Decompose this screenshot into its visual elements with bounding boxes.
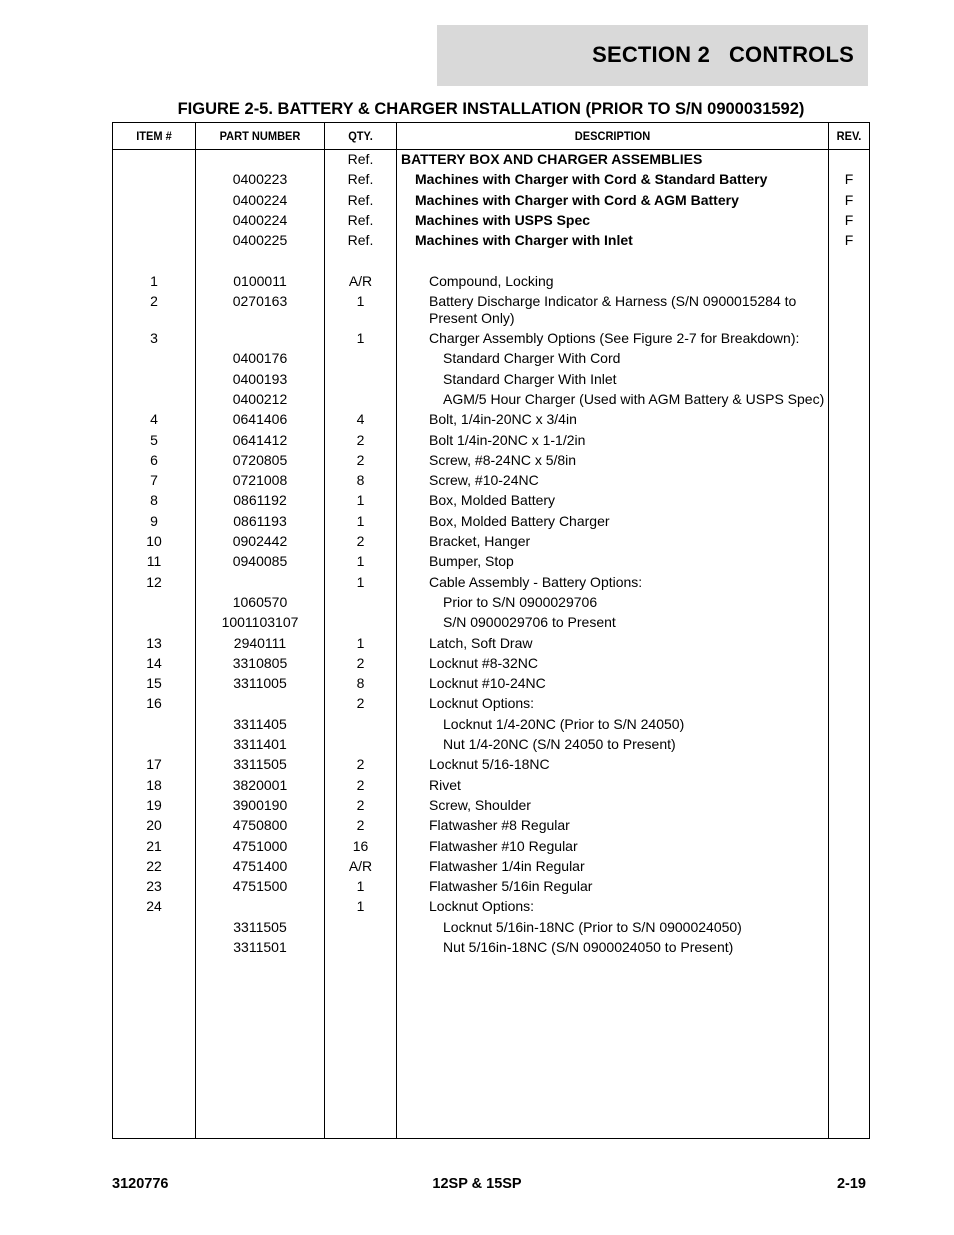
description-cell: Nut 5/16in-18NC (S/N 0900024050 to Present) <box>443 938 734 955</box>
section-header-box <box>437 25 868 86</box>
table-row <box>113 409 869 429</box>
item-cell: 6 <box>150 451 158 468</box>
part-number-cell: 4750800 <box>232 817 288 834</box>
item-cell: 9 <box>150 512 158 529</box>
table-row <box>113 612 869 632</box>
header-part-number: PART NUMBER <box>219 129 301 143</box>
footer-page-number: 2-19 <box>836 1176 866 1192</box>
description-cell: Locknut #8-32NC <box>429 654 538 671</box>
qty-cell: A/R <box>348 857 373 874</box>
qty-cell: 1 <box>356 634 365 651</box>
rev-cell: F <box>844 232 854 249</box>
description-cell: Box, Molded Battery Charger <box>429 512 610 529</box>
item-cell: 21 <box>146 837 162 854</box>
qty-cell: Ref. <box>347 151 374 167</box>
description-cell: Flatwasher 5/16in Regular <box>429 878 593 895</box>
qty-cell: 8 <box>356 675 365 692</box>
part-number-cell: 3820001 <box>232 776 288 793</box>
table-row <box>113 210 869 230</box>
description-cell: Bumper, Stop <box>429 553 514 570</box>
item-cell: 8 <box>150 492 158 509</box>
table-row <box>113 169 869 189</box>
description-cell: Screw, #8-24NC x 5/8in <box>429 451 577 468</box>
table-row <box>113 937 869 957</box>
description-cell: Rivet <box>429 776 461 793</box>
header-item: ITEM # <box>136 129 172 143</box>
header-description: DESCRIPTION <box>574 129 651 143</box>
item-cell: 5 <box>150 431 158 448</box>
description-cell: Flatwasher #8 Regular <box>429 817 570 834</box>
part-number-cell: 3311505 <box>233 756 287 773</box>
description-cell: Cable Assembly - Battery Options: <box>429 573 643 590</box>
description-cell: Locknut Options: <box>429 695 535 712</box>
table-row <box>113 328 869 348</box>
part-number-cell: 3900190 <box>232 796 288 813</box>
footer-model: 12SP & 15SP <box>432 1176 522 1192</box>
description-cell: Battery Discharge Indicator & Harness (S/N 0900015284 to Present Only) <box>429 293 797 327</box>
item-cell: 10 <box>146 533 162 550</box>
part-number-cell: 4751500 <box>232 878 288 895</box>
part-number-cell: 3311401 <box>233 736 287 753</box>
parts-table <box>112 122 870 1139</box>
qty-cell: 2 <box>356 654 365 671</box>
table-row <box>113 876 869 896</box>
item-cell: 24 <box>146 898 162 915</box>
qty-cell: 1 <box>356 898 365 915</box>
qty-cell: A/R <box>348 272 373 289</box>
part-number-cell: 0400193 <box>232 370 288 387</box>
description-cell: Screw, Shoulder <box>429 796 531 813</box>
qty-cell: 2 <box>356 776 365 793</box>
item-cell: 16 <box>146 695 162 712</box>
item-cell: 11 <box>146 553 162 570</box>
qty-cell: Ref. <box>347 191 374 208</box>
description-cell: Charger Assembly Options (See Figure 2-7 for Breakdown): <box>429 330 800 347</box>
table-row <box>113 271 869 291</box>
table-row <box>113 291 869 328</box>
part-number-cell: 1060570 <box>232 593 288 610</box>
part-number-cell: 3311501 <box>233 938 287 955</box>
description-cell: Locknut 1/4-20NC (Prior to S/N 24050) <box>443 715 685 732</box>
qty-cell: 1 <box>356 492 365 509</box>
part-number-cell: 0400176 <box>232 350 288 367</box>
table-row <box>113 592 869 612</box>
part-number-cell: 0400224 <box>232 191 288 208</box>
description-cell: Bolt 1/4in-20NC x 1-1/2in <box>429 431 586 448</box>
item-cell: 15 <box>146 675 162 692</box>
table-body <box>113 149 869 957</box>
part-number-cell: 0720805 <box>232 451 288 468</box>
qty-cell: 1 <box>356 573 365 590</box>
part-number-cell: 0100011 <box>233 272 287 289</box>
item-cell: 13 <box>146 634 162 651</box>
item-cell: 4 <box>150 411 158 428</box>
part-number-cell: 0641412 <box>232 431 288 448</box>
item-cell: 12 <box>146 573 162 590</box>
qty-cell: 2 <box>356 817 365 834</box>
part-number-cell: 1001103107 <box>221 614 299 631</box>
item-cell: 17 <box>146 756 162 773</box>
item-cell: 3 <box>150 330 158 347</box>
table-row <box>113 673 869 693</box>
description-cell: Locknut 5/16in-18NC (Prior to S/N 0900024050) <box>443 918 742 935</box>
description-cell: Compound, Locking <box>429 272 554 289</box>
description-cell: Locknut Options: <box>429 898 535 915</box>
qty-cell: 1 <box>356 512 365 529</box>
header-qty: QTY. <box>348 129 373 143</box>
description-cell: Standard Charger With Cord <box>443 350 621 367</box>
rev-cell: F <box>844 211 854 228</box>
part-number-cell: 0861192 <box>233 492 287 509</box>
item-cell: 7 <box>150 472 158 489</box>
description-cell: Locknut 5/16-18NC <box>429 756 550 773</box>
table-row <box>113 653 869 673</box>
qty-cell: Ref. <box>347 171 374 188</box>
table-row <box>113 490 869 510</box>
description-cell: Machines with Charger with Cord & AGM Battery <box>415 191 739 208</box>
table-row <box>113 815 869 835</box>
table-row <box>113 836 869 856</box>
table-row <box>113 917 869 937</box>
item-cell: 2 <box>150 293 158 310</box>
table-row <box>113 348 869 368</box>
description-cell: Bracket, Hanger <box>429 533 531 550</box>
qty-cell: 16 <box>352 837 369 854</box>
header-rev: REV. <box>836 129 862 143</box>
part-number-cell: 4751400 <box>232 857 288 874</box>
description-cell: BATTERY BOX AND CHARGER ASSEMBLIES <box>401 151 703 167</box>
description-cell: Machines with USPS Spec <box>415 211 591 228</box>
description-cell: AGM/5 Hour Charger (Used with AGM Battery & USPS Spec) <box>443 390 825 407</box>
part-number-cell: 4751000 <box>232 837 288 854</box>
table-row <box>113 230 869 250</box>
qty-cell: 2 <box>356 796 365 813</box>
qty-cell: 4 <box>356 411 365 428</box>
qty-cell: 8 <box>356 472 365 489</box>
item-cell: 19 <box>146 796 162 813</box>
table-row <box>113 775 869 795</box>
item-cell: 22 <box>146 857 162 874</box>
rev-cell: F <box>844 171 854 188</box>
qty-cell: 2 <box>356 756 365 773</box>
qty-cell: 2 <box>356 533 365 550</box>
figure-title: FIGURE 2-5. BATTERY & CHARGER INSTALLATION (PRIOR TO S/N 0900031592) <box>177 100 805 118</box>
item-cell: 20 <box>146 817 162 834</box>
part-number-cell: 3311005 <box>233 675 287 692</box>
table-row <box>113 856 869 876</box>
description-cell: S/N 0900029706 to Present <box>443 614 616 631</box>
description-cell: Flatwasher #10 Regular <box>429 837 578 854</box>
qty-cell: 1 <box>356 878 365 895</box>
part-number-cell: 0400224 <box>232 211 288 228</box>
item-cell: 18 <box>146 776 162 793</box>
table-row <box>113 896 869 916</box>
description-cell: Standard Charger With Inlet <box>443 370 617 387</box>
qty-cell: 1 <box>356 330 365 347</box>
table-row <box>113 734 869 754</box>
part-number-cell: 3311405 <box>233 715 287 732</box>
item-cell: 23 <box>146 878 162 895</box>
table-row <box>113 714 869 734</box>
description-cell: Machines with Charger with Inlet <box>415 232 633 249</box>
description-cell: Locknut #10-24NC <box>429 675 546 692</box>
qty-cell: 2 <box>356 431 365 448</box>
rev-cell: F <box>844 191 854 208</box>
description-cell: Flatwasher 1/4in Regular <box>429 857 585 874</box>
table-spacer-row <box>113 250 869 270</box>
qty-cell: 2 <box>356 451 365 468</box>
table-row <box>113 551 869 571</box>
part-number-cell: 0270163 <box>232 293 288 310</box>
table-row <box>113 754 869 774</box>
qty-cell: 2 <box>356 695 365 712</box>
part-number-cell: 0641406 <box>232 411 288 428</box>
part-number-cell: 0400223 <box>232 171 288 188</box>
table-row <box>113 369 869 389</box>
table-row <box>113 470 869 490</box>
description-cell: Bolt, 1/4in-20NC x 3/4in <box>429 411 577 428</box>
description-cell: Latch, Soft Draw <box>429 634 533 651</box>
table-row <box>113 633 869 653</box>
table-row <box>113 190 869 210</box>
qty-cell: Ref. <box>347 211 374 228</box>
qty-cell: Ref. <box>347 232 374 249</box>
table-row <box>113 389 869 409</box>
part-number-cell: 0861193 <box>233 512 287 529</box>
description-cell: Nut 1/4-20NC (S/N 24050 to Present) <box>443 736 676 753</box>
table-row <box>113 795 869 815</box>
description-cell: Prior to S/N 0900029706 <box>443 593 598 610</box>
table-row <box>113 572 869 592</box>
section-title: SECTION 2 CONTROLS <box>592 42 854 67</box>
description-cell: Machines with Charger with Cord & Standard Battery <box>415 171 768 188</box>
part-number-cell: 0902442 <box>232 533 288 550</box>
table-row <box>113 693 869 713</box>
description-cell: Screw, #10-24NC <box>429 472 539 489</box>
part-number-cell: 2940111 <box>233 634 287 651</box>
table-row <box>113 430 869 450</box>
part-number-cell: 0721008 <box>232 472 288 489</box>
table-row <box>113 511 869 531</box>
table-row <box>113 531 869 551</box>
description-cell: Box, Molded Battery <box>429 492 556 509</box>
part-number-cell: 0940085 <box>232 553 288 570</box>
footer-doc-number: 3120776 <box>112 1176 169 1192</box>
part-number-cell: 3311505 <box>233 918 287 935</box>
table-row <box>113 450 869 470</box>
part-number-cell: 0400225 <box>232 232 288 249</box>
item-cell: 14 <box>146 654 162 671</box>
table-row <box>113 149 869 169</box>
part-number-cell: 0400212 <box>232 390 288 407</box>
item-cell: 1 <box>150 272 158 289</box>
qty-cell: 1 <box>356 293 365 310</box>
qty-cell: 1 <box>356 553 365 570</box>
part-number-cell: 3310805 <box>232 654 288 671</box>
